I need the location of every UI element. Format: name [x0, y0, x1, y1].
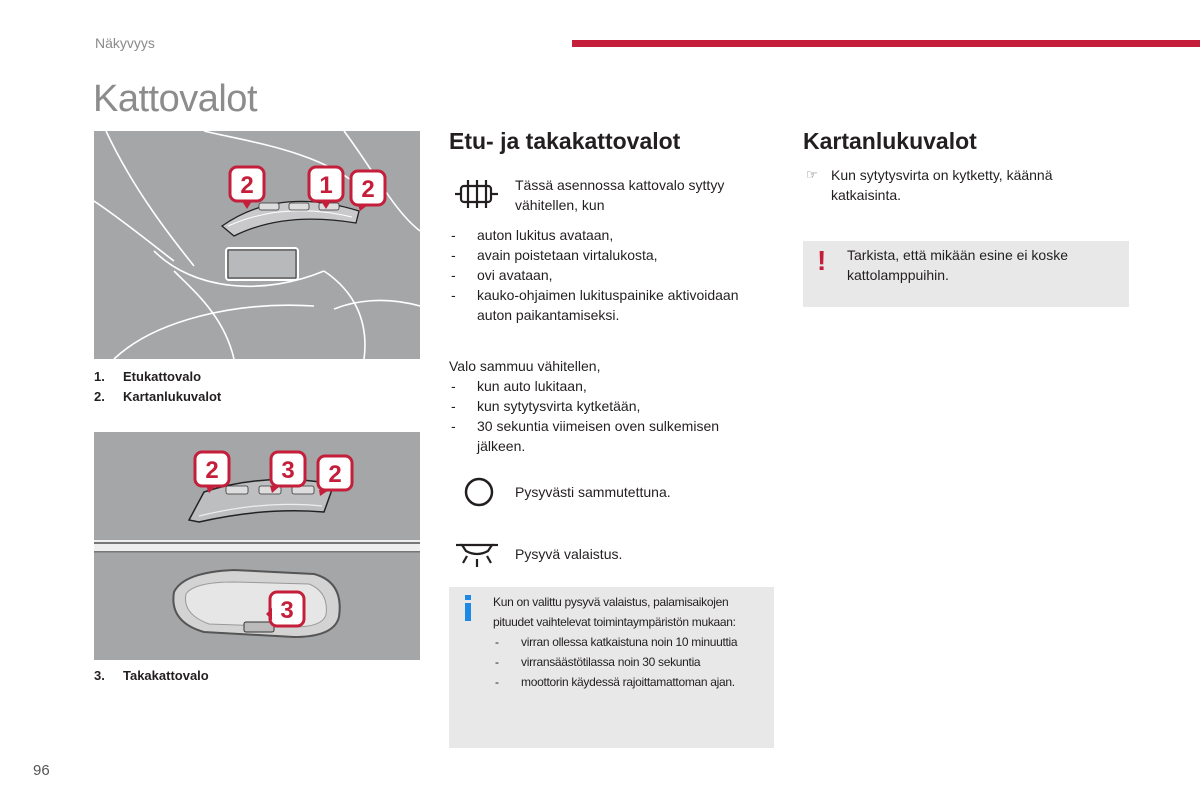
- list-item: - virransäästötilassa noin 30 sekuntia: [493, 652, 771, 672]
- warning-box: [803, 241, 1129, 307]
- rear-ceiling-light-illustration: [94, 432, 420, 660]
- svg-text:2: 2: [328, 461, 342, 488]
- fade-out-list: [449, 376, 759, 456]
- list-item: - virran ollessa katkaistuna noin 10 minuuttia: [493, 632, 771, 652]
- mode-off-label: Pysyvästi sammutettuna.: [515, 484, 671, 500]
- pointing-hand-icon: ☞: [806, 167, 818, 182]
- svg-text:2: 2: [240, 172, 254, 199]
- info-list: [493, 632, 771, 692]
- info-intro: Kun on valittu pysyvä valaistus, palamisaikojen pituudet vaihtelevat toimintaympäristön mukaan:: [493, 595, 736, 629]
- caption-item: 3. Takakattovalo: [94, 668, 209, 683]
- list-item: - ovi avataan,: [449, 265, 774, 285]
- list-item: - moottorin käydessä rajoittamattoman ajan.: [493, 672, 771, 692]
- door-mode-description: Tässä asennossa kattovalo syttyy vähitellen, kun: [515, 177, 725, 213]
- list-item: - kun auto lukitaan,: [449, 376, 759, 396]
- warning-icon: !: [817, 245, 827, 276]
- info-icon: [463, 595, 473, 621]
- map-light-instruction: [806, 165, 1106, 205]
- door-mode-trigger-list: [449, 225, 774, 325]
- circle-off-icon: [463, 476, 495, 508]
- svg-text:3: 3: [281, 457, 295, 484]
- section-label: Näkyvyys: [95, 35, 155, 51]
- section-heading-front-rear: Etu- ja takakattovalot: [449, 128, 681, 154]
- caption-item: 2. Kartanlukuvalot: [94, 389, 222, 404]
- svg-text:2: 2: [205, 457, 219, 484]
- callout-badge: [351, 171, 385, 211]
- front-figure-caption: [94, 367, 221, 407]
- list-item: - 30 sekuntia viimeisen oven sulkemisen jälkeen.: [449, 416, 759, 456]
- instruction-text: Kun sytytysvirta on kytketty, käännä katkaisinta.: [831, 167, 1053, 203]
- list-item: - auton lukitus avataan,: [449, 225, 774, 245]
- fade-out-intro: Valo sammuu vähitellen,: [449, 358, 601, 374]
- caption-item: 1. Etukattovalo: [94, 369, 202, 384]
- callout-badge: [270, 452, 305, 493]
- svg-text:1: 1: [319, 172, 333, 199]
- callout-badge: [318, 456, 352, 496]
- mode-on-label: Pysyvä valaistus.: [515, 546, 623, 562]
- lamp-on-icon: [454, 539, 500, 571]
- page-title: Kattovalot: [93, 78, 257, 120]
- header-rule: [572, 40, 1200, 47]
- warning-text: Tarkista, että mikään esine ei koske kattolamppuihin.: [847, 247, 1068, 283]
- list-item: - kun sytytysvirta kytketään,: [449, 396, 759, 416]
- list-item: - avain poistetaan virtalukosta,: [449, 245, 774, 265]
- rear-figure-caption: [94, 666, 209, 686]
- front-ceiling-light-illustration: [94, 131, 420, 359]
- page-number: 96: [33, 762, 50, 779]
- list-item: - kauko-ohjaimen lukituspainike aktivoidaan auton paikantamiseksi.: [449, 285, 774, 325]
- door-light-icon: [453, 178, 501, 212]
- callout-badge: [266, 592, 304, 626]
- svg-text:2: 2: [361, 176, 375, 203]
- section-heading-map-lights: Kartanlukuvalot: [803, 128, 977, 154]
- svg-text:3: 3: [280, 597, 294, 624]
- callout-badge: [195, 452, 229, 493]
- info-box: [449, 587, 774, 748]
